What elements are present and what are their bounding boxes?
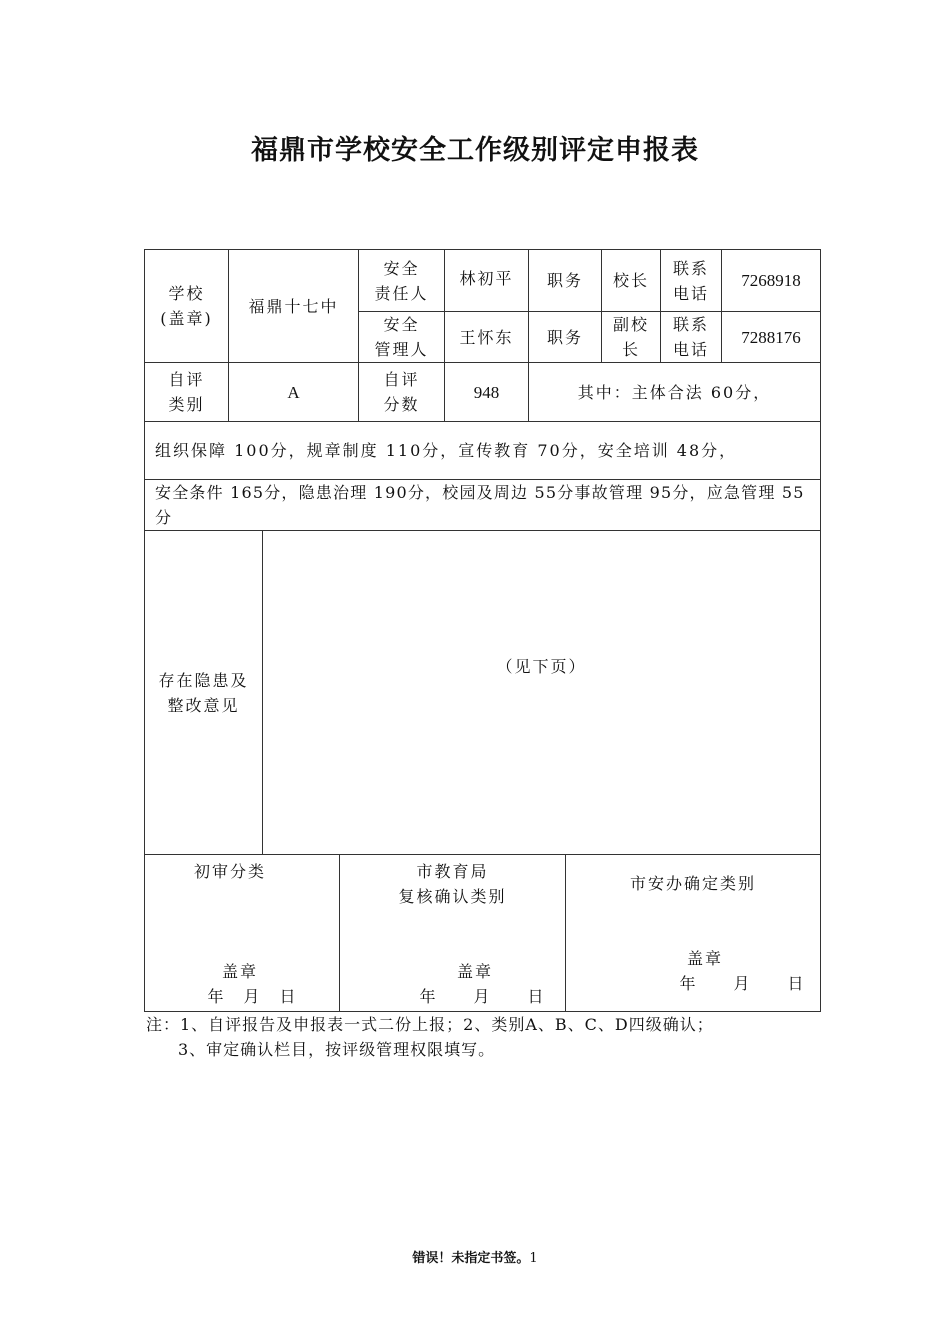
score-breakdown-row-1-text: 组织保障 100分，规章制度 110分，宣传教育 70分，安全培训 48分， [155, 441, 738, 460]
self-score-label [359, 363, 444, 421]
form-title: 福鼎市学校安全工作级别评定申报表 [251, 135, 699, 166]
self-category-label-text: 自评 类别 [168, 370, 205, 414]
responsible-name-text: 林初平 [459, 269, 514, 288]
safety-office-title-text: 市安办确定类别 [629, 873, 756, 893]
phone-label-1-text: 联系 电话 [672, 258, 709, 303]
education-bureau-date-text: 年 月 日 [419, 986, 546, 1006]
position-value-1 [602, 250, 660, 311]
safety-office-date [665, 970, 820, 996]
safety-manager-label [359, 312, 444, 362]
phone-label-2 [661, 312, 721, 362]
initial-review-seal-text: 盖章 [221, 961, 258, 981]
hazards-content-text: （见下页） [496, 656, 587, 676]
position-label-1 [529, 250, 601, 311]
safety-responsible-name [445, 250, 528, 311]
note-line-1: 注：1、自评报告及申报表一式二份上报；2、类别A、B、C、D四级确认； [146, 1015, 714, 1034]
education-bureau-date [400, 983, 565, 1009]
score-breakdown-row-2 [145, 480, 820, 530]
initial-review-date-text: 年 月 日 [207, 986, 298, 1006]
safety-manager-name [445, 312, 528, 362]
responsible-label-text: 安全 责任人 [374, 258, 429, 303]
self-score-value-text: 948 [473, 382, 500, 402]
note-line-2: 3、审定确认栏目，按评级管理权限填写。 [178, 1040, 496, 1059]
footer-error-text: 错误！未指定书签。 [412, 1251, 530, 1266]
manager-label-text: 安全 管理人 [374, 315, 429, 359]
score-breakdown-row-2-text: 安全条件 165分，隐患治理 190分，校园及周边 55分事故管理 95分，应急管理 55分 [155, 483, 805, 527]
hazards-label [145, 531, 262, 854]
phone-1-text: 7268918 [741, 271, 801, 290]
education-bureau-title-text: 市教育局 复核确认类别 [398, 862, 507, 906]
initial-review-seal [180, 958, 300, 984]
position-label-2 [529, 312, 601, 362]
initial-review-title-text: 初审分类 [193, 861, 266, 881]
score-breakdown-row-1 [145, 422, 820, 479]
position-value-2-text: 副校 长 [612, 315, 649, 359]
safety-office-date-text: 年 月 日 [679, 973, 806, 993]
school-label [145, 250, 228, 362]
position-value-1-text: 校长 [612, 271, 649, 290]
safety-office-seal [640, 945, 770, 971]
education-bureau-seal [410, 958, 540, 984]
education-bureau-title [340, 858, 565, 910]
hazards-content [263, 531, 820, 801]
page-number: 1 [529, 1251, 538, 1266]
self-category-value-text: A [287, 382, 300, 402]
safety-office-title [566, 870, 820, 896]
phone-label-2-text: 联系 电话 [672, 315, 709, 359]
score-breakdown-start-text: 其中：主体合法 60分， [577, 382, 772, 402]
position-label-1-text: 职务 [546, 271, 583, 290]
manager-name-text: 王怀东 [459, 327, 514, 347]
initial-review-title [145, 858, 315, 884]
table-border-right [820, 249, 821, 1012]
safety-office-seal-text: 盖章 [686, 948, 723, 968]
school-label-text: 学校 (盖章) [160, 284, 213, 328]
initial-review-date [180, 983, 325, 1009]
position-value-2 [602, 312, 660, 362]
school-name [229, 250, 358, 362]
page-footer [0, 1247, 950, 1266]
score-breakdown-start [529, 363, 820, 421]
phone-1 [722, 250, 820, 311]
hazards-label-text: 存在隐患及 整改意见 [158, 670, 249, 715]
school-name-text: 福鼎十七中 [248, 296, 339, 316]
safety-responsible-label [359, 250, 444, 311]
phone-2 [722, 312, 820, 362]
row-divider [144, 854, 821, 855]
self-category-value [229, 363, 358, 421]
self-score-label-text: 自评 分数 [383, 370, 420, 414]
phone-label-1 [661, 250, 721, 311]
self-score-value [445, 363, 528, 421]
position-label-2-text: 职务 [546, 327, 583, 347]
self-category-label [145, 363, 228, 421]
education-bureau-seal-text: 盖章 [456, 961, 493, 981]
phone-2-text: 7288176 [741, 327, 801, 347]
